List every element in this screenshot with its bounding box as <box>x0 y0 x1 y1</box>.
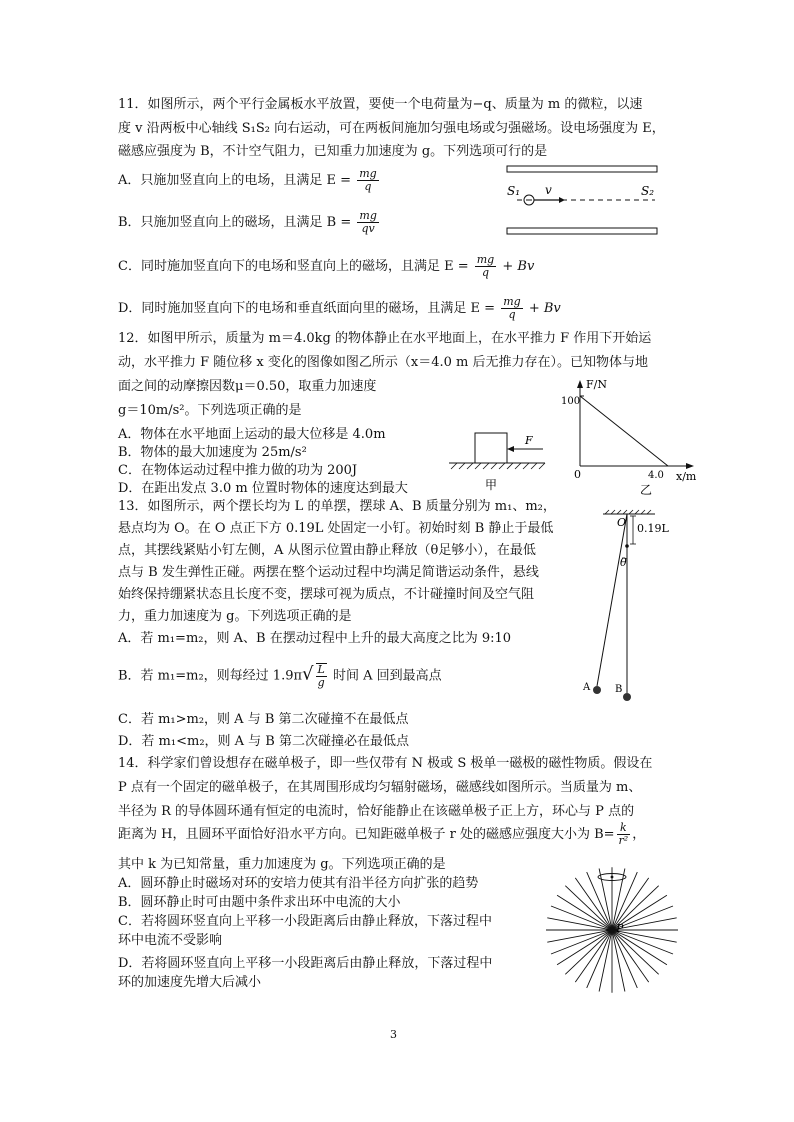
q13-stem-line-5: 始终保持绷紧状态且长度不变，摆球可视为质点，不计碰撞时间及空气阻 <box>118 587 535 602</box>
q11-stem-line-2: 度 v 沿两板中心轴线 S₁S₂ 向右运动，可在两板间施加匀强电场或匀强磁场。设电场强度为 E， <box>118 121 665 136</box>
q13-stem-line-4: 点与 B 发生弹性正碰。两摆在整个运动过程中均满足简谐运动条件，悬线 <box>118 565 539 580</box>
q12-stem-line-2: 动，水平推力 F 随位移 x 变化的图像如图乙所示（x＝4.0 m 后无推力存在）。已知物体与地 <box>118 355 648 370</box>
q14-option-a: A．圆环静止时磁场对环的安培力使其有沿半径方向扩张的趋势 <box>118 876 479 891</box>
origin-label: 0 <box>574 468 581 481</box>
q14-b-fraction: $\frac{k}{\text{r²}}$ <box>618 821 629 847</box>
q14-stem-line-1: 14．科学家们曾设想存在磁单极子，即一些仅带有 N 极或 S 极单一磁极的磁性物质。假设在 <box>118 756 653 771</box>
q11-option-a-fraction: $\frac{mg}{q}$ <box>359 167 377 193</box>
q11-stem-line-3: 磁感应强度为 B，不计空气阻力，已知重力加速度为 g。下列选项可行的是 <box>118 144 548 159</box>
q14-stem-line-4-text: 距离为 H，且圆环平面恰好沿水平方向。已知距磁单极子 r 处的磁感应强度大小为 B= <box>118 827 615 842</box>
x-axis-label: x/m <box>676 470 697 483</box>
q12-stem-line-1: 12．如图甲所示，质量为 m＝4.0kg 的物体静止在水平地面上，在水平推力 F 作用下开始运 <box>118 331 652 346</box>
label-a: A <box>583 682 591 693</box>
q13-stem-line-2: 悬点均为 O。在 O 点正下方 0.19L 处固定一小钉。初始时刻 B 静止于最低 <box>118 521 554 536</box>
q14-stem-line-3: 半径为 R 的导体圆环通有恒定的电流时，恰好能静止在该磁单极子正上方，环心与 P 点的 <box>118 804 635 819</box>
q13-pendulum-figure <box>575 508 685 708</box>
ring-center <box>611 876 614 879</box>
page-number: 3 <box>390 1028 397 1041</box>
x-axis-arrowhead <box>686 463 694 469</box>
q14-monopole-figure <box>540 860 690 1000</box>
q13-stem-line-6: 力，重力加速度为 g。下列选项正确的是 <box>118 609 352 624</box>
velocity-arrowhead <box>559 197 565 203</box>
lower-plate <box>507 228 657 234</box>
q11-plates-figure <box>495 160 665 240</box>
q11-option-a-text: A．只施加竖直向上的电场，且满足 E = <box>118 173 352 188</box>
q12-figure-yi-chart <box>560 378 710 496</box>
q12-option-c: C．在物体运动过程中推力做的功为 200J <box>118 463 358 478</box>
q13-stem-line-1: 13．如图所示，两个摆长均为 L 的单摆，摆球 A、B 质量分别为 m₁、m₂， <box>118 499 556 514</box>
ball-a <box>593 686 601 694</box>
label-theta: θ <box>620 556 627 569</box>
q11-stem-line-1: 11．如图所示，两个平行金属板水平放置，要使一个电荷量为−q、质量为 m 的微粒，以速 <box>118 97 643 112</box>
label-dist: 0.19L <box>637 522 669 535</box>
q11-option-b-fraction: $\frac{mg}{qv}$ <box>359 209 377 235</box>
force-arrowhead <box>507 446 514 452</box>
y-axis-label: F/N <box>586 378 607 391</box>
sqrt-sign: √ <box>302 663 314 685</box>
q13-option-a: A．若 m₁=m₂，则 A、B 在摆动过程中上升的最大高度之比为 9:10 <box>118 631 512 646</box>
q13-option-d: D．若 m₁<m₂，则 A 与 B 第二次碰撞必在最低点 <box>118 734 409 749</box>
nail <box>625 544 629 548</box>
q11-option-d-text: D．同时施加竖直向下的电场和垂直纸面向里的磁场，且满足 E = <box>118 301 496 316</box>
y-axis-arrowhead <box>577 380 583 388</box>
caption-yi: 乙 <box>640 483 653 496</box>
q13-stem-line-3: 点，其摆线紧贴小钉左侧，A 从图示位置由静止释放（θ足够小），在最低 <box>118 543 536 558</box>
q11-option-c-fraction: $\frac{mg}{q}$ <box>476 253 495 279</box>
string-a <box>597 514 627 686</box>
q14-stem-line-2: P 点有一个固定的磁单极子，在其周围形成均匀辐射磁场，磁感线如图所示。当质量为 m、 <box>118 780 642 795</box>
q11-option-b <box>118 210 381 235</box>
ball-b <box>623 693 631 701</box>
q11-option-b-text: B．只施加竖直向上的磁场，且满足 B = <box>118 215 352 230</box>
q11-option-c-text: C．同时施加竖直向下的电场和竖直向上的磁场，且满足 E = <box>118 259 469 274</box>
label-s1: S₁ <box>507 184 521 198</box>
force-label: F <box>525 434 533 447</box>
upper-plate <box>507 166 657 172</box>
q13-option-b <box>118 663 442 689</box>
ground-hatching <box>451 463 545 469</box>
q11-option-c-tail: + Bv <box>502 259 535 274</box>
q14-stem-line-4-tail: ， <box>632 827 646 842</box>
label-s2: S₂ <box>641 184 655 198</box>
q13-option-b-tail: 时间 A 回到最高点 <box>332 668 442 684</box>
q12-option-b: B．物体的最大加速度为 25m/s² <box>118 445 307 460</box>
q13-option-b-text: B．若 m₁=m₂，则每经过 <box>118 668 269 684</box>
caption-jia: 甲 <box>485 478 498 492</box>
q12-option-a: A．物体在水平地面上运动的最大位移是 4.0m <box>118 427 386 442</box>
q14-option-d-line-2: 环的加速度先增大后减小 <box>118 975 262 990</box>
ceiling-hatching <box>605 510 651 514</box>
q13-option-b-coef: 1.9π <box>272 668 303 684</box>
q11-option-d <box>118 296 561 321</box>
label-b: B <box>615 684 623 695</box>
q12-stem-line-3: 面之间的动摩擦因数μ＝0.50，取重力加速度 <box>118 379 377 394</box>
label-o: O <box>617 516 627 529</box>
label-v: v <box>545 183 552 197</box>
y-tick-label: 100 <box>561 396 581 407</box>
q14-option-b: B．圆环静止时可由题中条件求出环中电流的大小 <box>118 895 401 910</box>
label-p: P <box>616 922 624 935</box>
q12-figure-jia <box>445 425 555 495</box>
f-x-line <box>580 396 668 466</box>
q13-option-c: C．若 m₁>m₂，则 A 与 B 第二次碰撞不在最低点 <box>118 712 409 727</box>
q14-option-d-line-1: D．若将圆环竖直向上平移一小段距离后由静止释放，下落过程中 <box>118 956 493 971</box>
x-tick-label: 4.0 <box>648 470 664 481</box>
q11-option-c <box>118 254 534 279</box>
q14-option-c-line-2: 环中电流不受影响 <box>118 933 223 948</box>
q11-option-d-fraction: $\frac{mg}{q}$ <box>503 295 521 321</box>
q12-option-d: D．在距出发点 3.0 m 位置时物体的速度达到最大 <box>118 481 408 496</box>
q14-stem-line-4 <box>118 822 645 847</box>
point-p <box>610 928 614 932</box>
q11-option-a <box>118 168 381 193</box>
q13-option-b-fraction: $\frac{L}{g}$ <box>317 663 325 689</box>
q14-stem-line-5: 其中 k 为已知常量，重力加速度为 g。下列选项正确的是 <box>118 857 446 872</box>
q14-option-c-line-1: C．若将圆环竖直向上平移一小段距离后由静止释放，下落过程中 <box>118 914 492 929</box>
block <box>475 433 507 463</box>
q11-option-d-tail: + Bv <box>528 301 561 316</box>
q12-stem-line-4: g＝10m/s²。下列选项正确的是 <box>118 403 302 418</box>
